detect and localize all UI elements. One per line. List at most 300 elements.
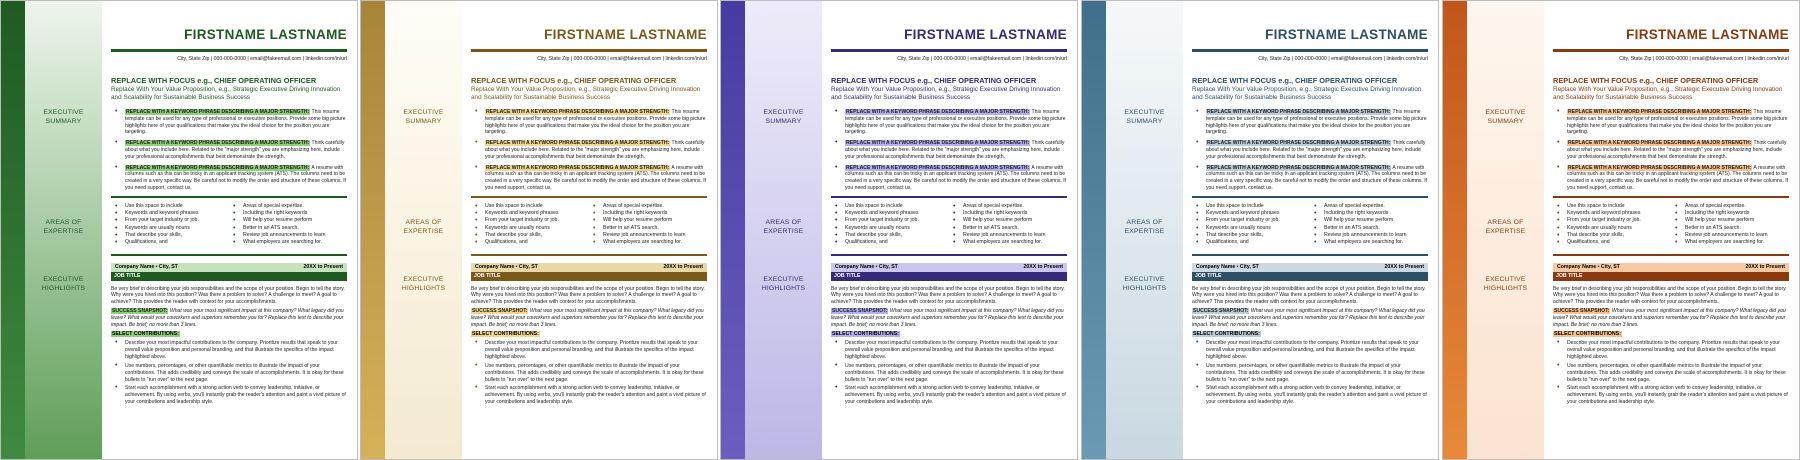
section-divider xyxy=(831,254,1067,256)
expertise-item: • From your target industry or job. xyxy=(1557,217,1641,225)
bullet-icon: • xyxy=(1196,163,1199,171)
expertise-item: • What employers are searching for. xyxy=(1675,239,1764,247)
bullet-icon: • xyxy=(1196,202,1199,210)
section-label-areas-of-expertise: AREAS OF EXPERTISE xyxy=(403,219,444,235)
expertise-item: • Keywords and keyword phrases xyxy=(115,210,199,218)
resume-sidebar xyxy=(721,1,822,459)
employment-dates: 20XX to Present xyxy=(1384,263,1424,270)
contribution-item: • Start each accomplishment with a strong action verb to convey leadership, initiative, or achievement. By using verbs, you'll instantly grab the reader's attention and paint a vivid picture of your contributions and leadership style. xyxy=(1557,384,1788,406)
summary-list xyxy=(1192,109,1428,192)
success-snapshot xyxy=(831,308,1067,329)
summary-keyword-highlight: REPLACE WITH A KEYWORD PHRASE DESCRIBING A MAJOR STRENGTH: xyxy=(126,164,310,171)
select-contributions-heading: SELECT CONTRIBUTIONS: xyxy=(112,330,179,337)
summary-list xyxy=(111,109,347,192)
contribution-item: • Describe your most impactful contributions to the company. Prioritize results that speak to your overall value proposition and personal branding, and that illustrate the specifics of the impact highlighted above. xyxy=(115,338,338,360)
expertise-item: • That describe your skills, xyxy=(475,231,543,239)
bullet-icon: • xyxy=(1557,202,1560,210)
header-rule xyxy=(471,49,707,52)
section-label-executive-summary: EXECUTIVE SUMMARY xyxy=(763,109,804,125)
section-label-executive-highlights: EXECUTIVE HIGHLIGHTS xyxy=(1122,276,1167,292)
expertise-item: • What employers are searching for. xyxy=(593,239,682,247)
bullet-icon: • xyxy=(593,210,596,218)
expertise-item: • Keywords are usually nouns xyxy=(1557,224,1632,232)
job-description: Be very brief in describing your job responsibilities and the scope of your position. Begin to tell the story. Why were you hired into this position? Was there a problem to solve? A challenge to meet? A goal to achieve? This provides the reader with context for your accomplishments. xyxy=(471,285,705,306)
company-name: Company Name ▪ City, ST xyxy=(835,263,898,270)
focus-title: REPLACE WITH FOCUS e.g., CHIEF OPERATING OFFICER xyxy=(111,76,317,85)
bullet-icon: • xyxy=(1675,239,1678,247)
summary-text: Think carefully about what you include here. Related to the "major strength" you are emphasizing here, include your professional accomplishments that best demonstrate the strength. xyxy=(1567,140,1787,160)
focus-title: REPLACE WITH FOCUS e.g., CHIEF OPERATING OFFICER xyxy=(1192,76,1398,85)
expertise-item: • Use this space to include xyxy=(1196,202,1264,210)
bullet-icon: • xyxy=(593,231,596,239)
bullet-icon: • xyxy=(115,338,118,346)
bullet-icon: • xyxy=(475,202,478,210)
summary-keyword-highlight: REPLACE WITH A KEYWORD PHRASE DESCRIBING A MAJOR STRENGTH: xyxy=(126,109,310,115)
bullet-icon: • xyxy=(593,239,596,247)
success-snapshot-label: SUCCESS SNAPSHOT: xyxy=(112,308,168,315)
bullet-icon: • xyxy=(835,217,838,225)
expertise-item: • Will help your resume perform xyxy=(953,217,1033,225)
summary-item xyxy=(471,165,707,192)
summary-item xyxy=(111,165,347,192)
success-snapshot xyxy=(1192,308,1428,329)
section-label-areas-of-expertise: AREAS OF EXPERTISE xyxy=(763,219,804,235)
bullet-icon: • xyxy=(115,210,118,218)
expertise-item: • Will help your resume perform xyxy=(1675,217,1755,225)
bullet-icon: • xyxy=(1314,202,1317,210)
bullet-icon: • xyxy=(593,224,596,232)
contribution-item: • Describe your most impactful contributions to the company. Prioritize results that speak to your overall value proposition and personal branding, and that illustrate the specifics of the impact highlighted above. xyxy=(1557,338,1780,360)
select-contributions-heading: SELECT CONTRIBUTIONS: xyxy=(1193,330,1260,337)
expertise-item: • Including the right keywords xyxy=(1314,210,1389,218)
summary-text: Think carefully about what you include here. Related to the "major strength" you are emphasizing here, include your professional accomplishments that best demonstrate the strength. xyxy=(845,140,1065,160)
select-contributions-heading: SELECT CONTRIBUTIONS: xyxy=(472,330,539,337)
employment-dates: 20XX to Present xyxy=(303,263,343,270)
summary-keyword-highlight: REPLACE WITH A KEYWORD PHRASE DESCRIBING A MAJOR STRENGTH: xyxy=(846,164,1030,171)
resume-page-variant-1 xyxy=(0,0,358,460)
resume-sidebar xyxy=(1082,1,1183,459)
expertise-column xyxy=(111,203,229,247)
summary-text: This resume template can be used for any type of professional or executive positions. Provide some big picture highlights here of your qualifications that make you the ideal choice for the position you are targeting. xyxy=(1206,109,1427,136)
summary-item xyxy=(471,109,707,136)
summary-text: A resume with columns such as this can be tricky in an applicant tracking system (ATS). The columns need to be created in a very specific way. Be careful not to modify the order and structure of these columns. If you need support, contact us. xyxy=(1567,164,1789,191)
expertise-column xyxy=(471,203,589,247)
expertise-item: • Will help your resume perform xyxy=(593,217,673,225)
contact-line: City, State Zip | 000-000-0000 | email@fakeemail.com | linkedin.com/in/url xyxy=(177,56,347,62)
bullet-icon: • xyxy=(953,224,956,232)
expertise-item: • Qualifications, and xyxy=(1196,239,1249,247)
expertise-column xyxy=(1310,203,1428,247)
value-proposition: Replace With Your Value Proposition, e.g., Strategic Executive Driving Innovation and Scalability for Sustainable Business Success xyxy=(1192,86,1422,101)
contribution-item: • Describe your most impactful contributions to the company. Prioritize results that speak to your overall value proposition and personal branding, and that illustrate the specifics of the impact highlighted above. xyxy=(835,338,1058,360)
summary-text: A resume with columns such as this can be tricky in an applicant tracking system (ATS). The columns need to be created in a very specific way. Be careful not to modify the order and structure of these columns. If you need support, contact us. xyxy=(485,164,707,191)
summary-item xyxy=(111,109,347,136)
section-label-executive-highlights: EXECUTIVE HIGHLIGHTS xyxy=(1483,276,1528,292)
bullet-icon: • xyxy=(1557,231,1560,239)
contribution-item: • Start each accomplishment with a strong action verb to convey leadership, initiative, or achievement. By using verbs, you'll instantly grab the reader's attention and paint a vivid picture of your contributions and leadership style. xyxy=(475,384,706,406)
candidate-name: FIRSTNAME LASTNAME xyxy=(1626,27,1789,42)
expertise-item: • Better in an ATS search. xyxy=(1675,224,1741,232)
bullet-icon: • xyxy=(475,361,478,369)
contribution-item: • Describe your most impactful contributions to the company. Prioritize results that speak to your overall value proposition and personal branding, and that illustrate the specifics of the impact highlighted above. xyxy=(475,338,698,360)
job-description: Be very brief in describing your job responsibilities and the scope of your position. Begin to tell the story. Why were you hired into this position? Was there a problem to solve? A challenge to meet? A goal to achieve? This provides the reader with context for your accomplishments. xyxy=(831,285,1065,306)
resume-page-variant-3 xyxy=(720,0,1078,460)
sidebar-accent-stripe xyxy=(721,1,745,459)
sidebar-accent-stripe xyxy=(1082,1,1106,459)
summary-keyword-highlight: REPLACE WITH A KEYWORD PHRASE DESCRIBING A MAJOR STRENGTH: xyxy=(1207,109,1391,115)
bullet-icon: • xyxy=(475,217,478,225)
employment-dates: 20XX to Present xyxy=(1023,263,1063,270)
company-bar xyxy=(1192,263,1428,272)
expertise-item: • Better in an ATS search. xyxy=(593,224,659,232)
select-contributions-heading: SELECT CONTRIBUTIONS: xyxy=(1554,330,1621,337)
success-snapshot-text: What was your most significant impact at this company? What legacy did you leave? What would your coworkers and superiors remember you for? Replace this text to describe your impact. Be brief; no more than 3 lines. xyxy=(1192,308,1425,329)
section-label-executive-highlights: EXECUTIVE HIGHLIGHTS xyxy=(41,276,86,292)
summary-item xyxy=(1192,165,1428,192)
expertise-item: • Use this space to include xyxy=(1557,202,1625,210)
success-snapshot-text: What was your most significant impact at this company? What legacy did you leave? What would your coworkers and superiors remember you for? Replace this text to describe your impact. Be brief; no more than 3 lines. xyxy=(1553,308,1786,329)
expertise-column xyxy=(1671,203,1789,247)
bullet-icon: • xyxy=(1557,224,1560,232)
expertise-item: • Better in an ATS search. xyxy=(233,224,299,232)
bullet-icon: • xyxy=(1196,239,1199,247)
summary-keyword-highlight: REPLACE WITH A KEYWORD PHRASE DESCRIBING A MAJOR STRENGTH: xyxy=(486,140,670,147)
bullet-icon: • xyxy=(1314,224,1317,232)
focus-title: REPLACE WITH FOCUS e.g., CHIEF OPERATING OFFICER xyxy=(831,76,1037,85)
summary-item xyxy=(1553,109,1789,136)
expertise-item: • From your target industry or job. xyxy=(115,217,199,225)
expertise-grid xyxy=(831,198,1067,252)
section-label-executive-highlights: EXECUTIVE HIGHLIGHTS xyxy=(761,276,806,292)
expertise-item: • Including the right keywords xyxy=(593,210,668,218)
job-title-bar: JOB TITLE xyxy=(111,272,347,281)
summary-item xyxy=(1192,109,1428,136)
success-snapshot-label: SUCCESS SNAPSHOT: xyxy=(832,308,888,315)
header-rule xyxy=(111,49,347,52)
job-title-bar: JOB TITLE xyxy=(1192,272,1428,281)
bullet-icon: • xyxy=(1314,217,1317,225)
expertise-item: • Qualifications, and xyxy=(1557,239,1610,247)
section-label-executive-summary: EXECUTIVE SUMMARY xyxy=(403,109,444,125)
expertise-item: • Will help your resume perform xyxy=(1314,217,1394,225)
company-bar xyxy=(831,263,1067,272)
section-divider xyxy=(1192,254,1428,256)
expertise-column xyxy=(589,203,707,247)
bullet-icon: • xyxy=(115,384,118,392)
expertise-item: • What employers are searching for. xyxy=(1314,239,1403,247)
bullet-icon: • xyxy=(835,384,838,392)
candidate-name: FIRSTNAME LASTNAME xyxy=(904,27,1067,42)
expertise-item: • Keywords and keyword phrases xyxy=(1196,210,1280,218)
summary-item xyxy=(111,140,347,160)
section-divider xyxy=(1553,254,1789,256)
expertise-item: • That describe your skills, xyxy=(115,231,183,239)
bullet-icon: • xyxy=(1196,361,1199,369)
bullet-icon: • xyxy=(475,210,478,218)
sidebar-accent-stripe xyxy=(1443,1,1467,459)
bullet-icon: • xyxy=(1196,231,1199,239)
bullet-icon: • xyxy=(115,239,118,247)
expertise-item: • What employers are searching for. xyxy=(953,239,1042,247)
resume-sidebar xyxy=(1,1,102,459)
expertise-item: • Review job announcements to learn xyxy=(1314,231,1407,239)
expertise-item: • Areas of special expertise. xyxy=(593,202,664,210)
company-name: Company Name ▪ City, ST xyxy=(115,263,178,270)
bullet-icon: • xyxy=(115,163,118,171)
summary-text: This resume template can be used for any type of professional or executive positions. Provide some big picture highlights here of your qualifications that make you the ideal choice for the position you are targeting. xyxy=(125,109,346,136)
summary-text: Think carefully about what you include here. Related to the "major strength" you are emphasizing here, include your professional accomplishments that best demonstrate the strength. xyxy=(485,140,705,160)
bullet-icon: • xyxy=(593,202,596,210)
summary-text: A resume with columns such as this can be tricky in an applicant tracking system (ATS). The columns need to be created in a very specific way. Be careful not to modify the order and structure of these columns. If you need support, contact us. xyxy=(845,164,1067,191)
job-title-bar: JOB TITLE xyxy=(471,272,707,281)
resume-page-variant-5 xyxy=(1442,0,1800,460)
bullet-icon: • xyxy=(1314,210,1317,218)
section-label-areas-of-expertise: AREAS OF EXPERTISE xyxy=(1485,219,1526,235)
expertise-grid xyxy=(1192,198,1428,252)
contribution-item: • Use numbers, percentages, or other quantifiable metrics to illustrate the impact of your contributions. This adds credibility and conveys the scale of accomplishments. It is okay for these bullets to "run over" to the next page. xyxy=(1196,361,1425,383)
bullet-icon: • xyxy=(953,210,956,218)
bullet-icon: • xyxy=(1196,384,1199,392)
focus-title: REPLACE WITH FOCUS e.g., CHIEF OPERATING OFFICER xyxy=(1553,76,1759,85)
summary-item xyxy=(831,165,1067,192)
summary-keyword-highlight: REPLACE WITH A KEYWORD PHRASE DESCRIBING A MAJOR STRENGTH: xyxy=(846,109,1030,115)
expertise-item: • Including the right keywords xyxy=(233,210,308,218)
bullet-icon: • xyxy=(1314,239,1317,247)
bullet-icon: • xyxy=(593,217,596,225)
section-label-areas-of-expertise: AREAS OF EXPERTISE xyxy=(43,219,84,235)
expertise-item: • Areas of special expertise. xyxy=(1314,202,1385,210)
expertise-item: • Keywords are usually nouns xyxy=(115,224,190,232)
success-snapshot-label: SUCCESS SNAPSHOT: xyxy=(472,308,528,315)
success-snapshot xyxy=(471,308,707,329)
bullet-icon: • xyxy=(1557,338,1560,346)
bullet-icon: • xyxy=(233,217,236,225)
expertise-item: • That describe your skills, xyxy=(835,231,903,239)
summary-text: A resume with columns such as this can be tricky in an applicant tracking system (ATS). The columns need to be created in a very specific way. Be careful not to modify the order and structure of these columns. If you need support, contact us. xyxy=(125,164,347,191)
contribution-item: • Start each accomplishment with a strong action verb to convey leadership, initiative, or achievement. By using verbs, you'll instantly grab the reader's attention and paint a vivid picture of your contributions and leadership style. xyxy=(835,384,1066,406)
section-label-executive-summary: EXECUTIVE SUMMARY xyxy=(43,109,84,125)
bullet-icon: • xyxy=(1557,239,1560,247)
section-label-executive-summary: EXECUTIVE SUMMARY xyxy=(1124,109,1165,125)
summary-text: Think carefully about what you include here. Related to the "major strength" you are emphasizing here, include your professional accomplishments that best demonstrate the strength. xyxy=(125,140,345,160)
summary-keyword-highlight: REPLACE WITH A KEYWORD PHRASE DESCRIBING A MAJOR STRENGTH: xyxy=(1568,164,1752,171)
success-snapshot-label: SUCCESS SNAPSHOT: xyxy=(1193,308,1249,315)
bullet-icon: • xyxy=(953,239,956,247)
job-title-bar: JOB TITLE xyxy=(1553,272,1789,281)
bullet-icon: • xyxy=(115,361,118,369)
bullet-icon: • xyxy=(475,139,478,147)
bullet-icon: • xyxy=(835,139,838,147)
bullet-icon: • xyxy=(1196,210,1199,218)
bullet-icon: • xyxy=(475,384,478,392)
bullet-icon: • xyxy=(953,217,956,225)
contact-line: City, State Zip | 000-000-0000 | email@fakeemail.com | linkedin.com/in/url xyxy=(1258,56,1428,62)
bullet-icon: • xyxy=(233,210,236,218)
summary-item xyxy=(831,109,1067,136)
expertise-item: • Use this space to include xyxy=(475,202,543,210)
section-divider xyxy=(111,254,347,256)
employment-dates: 20XX to Present xyxy=(1745,263,1785,270)
expertise-item: • Use this space to include xyxy=(115,202,183,210)
summary-item xyxy=(1553,165,1789,192)
job-description: Be very brief in describing your job responsibilities and the scope of your position. Begin to tell the story. Why were you hired into this position? Was there a problem to solve? A challenge to meet? A goal to achieve? This provides the reader with context for your accomplishments. xyxy=(1553,285,1787,306)
bullet-icon: • xyxy=(1557,384,1560,392)
bullet-icon: • xyxy=(475,163,478,171)
bullet-icon: • xyxy=(115,139,118,147)
contribution-item: • Use numbers, percentages, or other quantifiable metrics to illustrate the impact of your contributions. This adds credibility and conveys the scale of accomplishments. It is okay for these bullets to "run over" to the next page. xyxy=(835,361,1064,383)
bullet-icon: • xyxy=(1675,224,1678,232)
bullet-icon: • xyxy=(233,239,236,247)
contact-line: City, State Zip | 000-000-0000 | email@fakeemail.com | linkedin.com/in/url xyxy=(1619,56,1789,62)
select-contributions-heading: SELECT CONTRIBUTIONS: xyxy=(832,330,899,337)
candidate-name: FIRSTNAME LASTNAME xyxy=(544,27,707,42)
company-name: Company Name ▪ City, ST xyxy=(1557,263,1620,270)
bullet-icon: • xyxy=(475,108,478,115)
bullet-icon: • xyxy=(1196,108,1199,115)
resume-content xyxy=(831,1,1067,459)
bullet-icon: • xyxy=(835,239,838,247)
summary-text: Think carefully about what you include here. Related to the "major strength" you are emphasizing here, include your professional accomplishments that best demonstrate the strength. xyxy=(1206,140,1426,160)
header-rule xyxy=(831,49,1067,52)
expertise-column xyxy=(1192,203,1310,247)
expertise-item: • Areas of special expertise. xyxy=(233,202,304,210)
resume-content xyxy=(471,1,707,459)
summary-text: This resume template can be used for any type of professional or executive positions. Provide some big picture highlights here of your qualifications that make you the ideal choice for the position you are targeting. xyxy=(485,109,706,136)
bullet-icon: • xyxy=(835,361,838,369)
resume-sidebar xyxy=(361,1,462,459)
bullet-icon: • xyxy=(835,224,838,232)
expertise-item: • Areas of special expertise. xyxy=(1675,202,1746,210)
resume-content xyxy=(1553,1,1789,459)
bullet-icon: • xyxy=(1557,139,1560,147)
summary-keyword-highlight: REPLACE WITH A KEYWORD PHRASE DESCRIBING A MAJOR STRENGTH: xyxy=(126,140,310,147)
bullet-icon: • xyxy=(1196,338,1199,346)
expertise-grid xyxy=(1553,198,1789,252)
expertise-column xyxy=(1553,203,1671,247)
company-name: Company Name ▪ City, ST xyxy=(1196,263,1259,270)
summary-list xyxy=(471,109,707,192)
bullet-icon: • xyxy=(1675,231,1678,239)
bullet-icon: • xyxy=(1314,231,1317,239)
bullet-icon: • xyxy=(233,231,236,239)
contribution-item: • Use numbers, percentages, or other quantifiable metrics to illustrate the impact of your contributions. This adds credibility and conveys the scale of accomplishments. It is okay for these bullets to "run over" to the next page. xyxy=(1557,361,1786,383)
sidebar-accent-stripe xyxy=(361,1,385,459)
contact-line: City, State Zip | 000-000-0000 | email@fakeemail.com | linkedin.com/in/url xyxy=(537,56,707,62)
expertise-item: • That describe your skills, xyxy=(1196,231,1264,239)
summary-keyword-highlight: REPLACE WITH A KEYWORD PHRASE DESCRIBING A MAJOR STRENGTH: xyxy=(486,109,670,115)
summary-keyword-highlight: REPLACE WITH A KEYWORD PHRASE DESCRIBING A MAJOR STRENGTH: xyxy=(846,140,1030,147)
value-proposition: Replace With Your Value Proposition, e.g., Strategic Executive Driving Innovation and Scalability for Sustainable Business Success xyxy=(471,86,701,101)
section-label-executive-summary: EXECUTIVE SUMMARY xyxy=(1485,109,1526,125)
value-proposition: Replace With Your Value Proposition, e.g., Strategic Executive Driving Innovation and Scalability for Sustainable Business Success xyxy=(111,86,341,101)
bullet-icon: • xyxy=(115,231,118,239)
expertise-item: • Better in an ATS search. xyxy=(1314,224,1380,232)
contribution-item: • Start each accomplishment with a strong action verb to convey leadership, initiative, or achievement. By using verbs, you'll instantly grab the reader's attention and paint a vivid picture of your contributions and leadership style. xyxy=(115,384,346,406)
bullet-icon: • xyxy=(233,202,236,210)
company-name: Company Name ▪ City, ST xyxy=(475,263,538,270)
bullet-icon: • xyxy=(115,108,118,115)
expertise-item: • From your target industry or job. xyxy=(1196,217,1280,225)
bullet-icon: • xyxy=(1196,139,1199,147)
expertise-item: • Including the right keywords xyxy=(1675,210,1750,218)
bullet-icon: • xyxy=(953,202,956,210)
contribution-item: • Use numbers, percentages, or other quantifiable metrics to illustrate the impact of your contributions. This adds credibility and conveys the scale of accomplishments. It is okay for these bullets to "run over" to the next page. xyxy=(115,361,344,383)
summary-list xyxy=(831,109,1067,192)
bullet-icon: • xyxy=(475,231,478,239)
bullet-icon: • xyxy=(835,202,838,210)
section-label-areas-of-expertise: AREAS OF EXPERTISE xyxy=(1124,219,1165,235)
bullet-icon: • xyxy=(1557,361,1560,369)
expertise-item: • Keywords are usually nouns xyxy=(835,224,910,232)
expertise-column xyxy=(949,203,1067,247)
job-description: Be very brief in describing your job responsibilities and the scope of your position. Begin to tell the story. Why were you hired into this position? Was there a problem to solve? A challenge to meet? A goal to achieve? This provides the reader with context for your accomplishments. xyxy=(111,285,345,306)
summary-keyword-highlight: REPLACE WITH A KEYWORD PHRASE DESCRIBING A MAJOR STRENGTH: xyxy=(1207,140,1391,147)
expertise-item: • Use this space to include xyxy=(835,202,903,210)
expertise-item: • Keywords and keyword phrases xyxy=(475,210,559,218)
expertise-item: • Keywords and keyword phrases xyxy=(1557,210,1641,218)
expertise-grid xyxy=(111,198,347,252)
expertise-item: • Qualifications, and xyxy=(115,239,168,247)
bullet-icon: • xyxy=(1557,217,1560,225)
candidate-name: FIRSTNAME LASTNAME xyxy=(184,27,347,42)
expertise-item: • Keywords and keyword phrases xyxy=(835,210,919,218)
summary-text: This resume template can be used for any type of professional or executive positions. Provide some big picture highlights here of your qualifications that make you the ideal choice for the position you are targeting. xyxy=(845,109,1066,136)
summary-item xyxy=(1553,140,1789,160)
header-rule xyxy=(1192,49,1428,52)
value-proposition: Replace With Your Value Proposition, e.g., Strategic Executive Driving Innovation and Scalability for Sustainable Business Success xyxy=(831,86,1061,101)
success-snapshot-text: What was your most significant impact at this company? What legacy did you leave? What would your coworkers and superiors remember you for? Replace this text to describe your impact. Be brief; no more than 3 lines. xyxy=(111,308,344,329)
bullet-icon: • xyxy=(475,338,478,346)
bullet-icon: • xyxy=(1196,217,1199,225)
summary-keyword-highlight: REPLACE WITH A KEYWORD PHRASE DESCRIBING A MAJOR STRENGTH: xyxy=(1568,140,1752,147)
focus-title: REPLACE WITH FOCUS e.g., CHIEF OPERATING OFFICER xyxy=(471,76,677,85)
summary-text: This resume template can be used for any type of professional or executive positions. Provide some big picture highlights here of your qualifications that make you the ideal choice for the position you are targeting. xyxy=(1567,109,1788,136)
summary-text: A resume with columns such as this can be tricky in an applicant tracking system (ATS). The columns need to be created in a very specific way. Be careful not to modify the order and structure of these columns. If you need support, contact us. xyxy=(1206,164,1428,191)
header-rule xyxy=(1553,49,1789,52)
expertise-item: • Keywords are usually nouns xyxy=(475,224,550,232)
bullet-icon: • xyxy=(835,338,838,346)
bullet-icon: • xyxy=(1675,217,1678,225)
summary-item xyxy=(831,140,1067,160)
bullet-icon: • xyxy=(835,231,838,239)
bullet-icon: • xyxy=(1557,163,1560,171)
section-divider xyxy=(471,254,707,256)
summary-keyword-highlight: REPLACE WITH A KEYWORD PHRASE DESCRIBING A MAJOR STRENGTH: xyxy=(1207,164,1391,171)
bullet-icon: • xyxy=(1557,108,1560,115)
success-snapshot-text: What was your most significant impact at this company? What legacy did you leave? What would your coworkers and superiors remember you for? Replace this text to describe your impact. Be brief; no more than 3 lines. xyxy=(471,308,704,329)
contribution-item: • Start each accomplishment with a strong action verb to convey leadership, initiative, or achievement. By using verbs, you'll instantly grab the reader's attention and paint a vivid picture of your contributions and leadership style. xyxy=(1196,384,1427,406)
success-snapshot-text: What was your most significant impact at this company? What legacy did you leave? What would your coworkers and superiors remember you for? Replace this text to describe your impact. Be brief; no more than 3 lines. xyxy=(831,308,1064,329)
bullet-icon: • xyxy=(115,217,118,225)
bullet-icon: • xyxy=(1557,210,1560,218)
resume-page-variant-2 xyxy=(360,0,718,460)
sidebar-accent-stripe xyxy=(1,1,25,459)
candidate-name: FIRSTNAME LASTNAME xyxy=(1265,27,1428,42)
expertise-item: • Review job announcements to learn xyxy=(1675,231,1768,239)
summary-keyword-highlight: REPLACE WITH A KEYWORD PHRASE DESCRIBING A MAJOR STRENGTH: xyxy=(486,164,670,171)
summary-item xyxy=(471,140,707,160)
summary-item xyxy=(1192,140,1428,160)
bullet-icon: • xyxy=(233,224,236,232)
expertise-item: • Will help your resume perform xyxy=(233,217,313,225)
expertise-grid xyxy=(471,198,707,252)
job-title-bar: JOB TITLE xyxy=(831,272,1067,281)
resume-page-variant-4 xyxy=(1081,0,1439,460)
bullet-icon: • xyxy=(835,163,838,171)
bullet-icon: • xyxy=(475,224,478,232)
bullet-icon: • xyxy=(835,210,838,218)
expertise-item: • Review job announcements to learn xyxy=(953,231,1046,239)
